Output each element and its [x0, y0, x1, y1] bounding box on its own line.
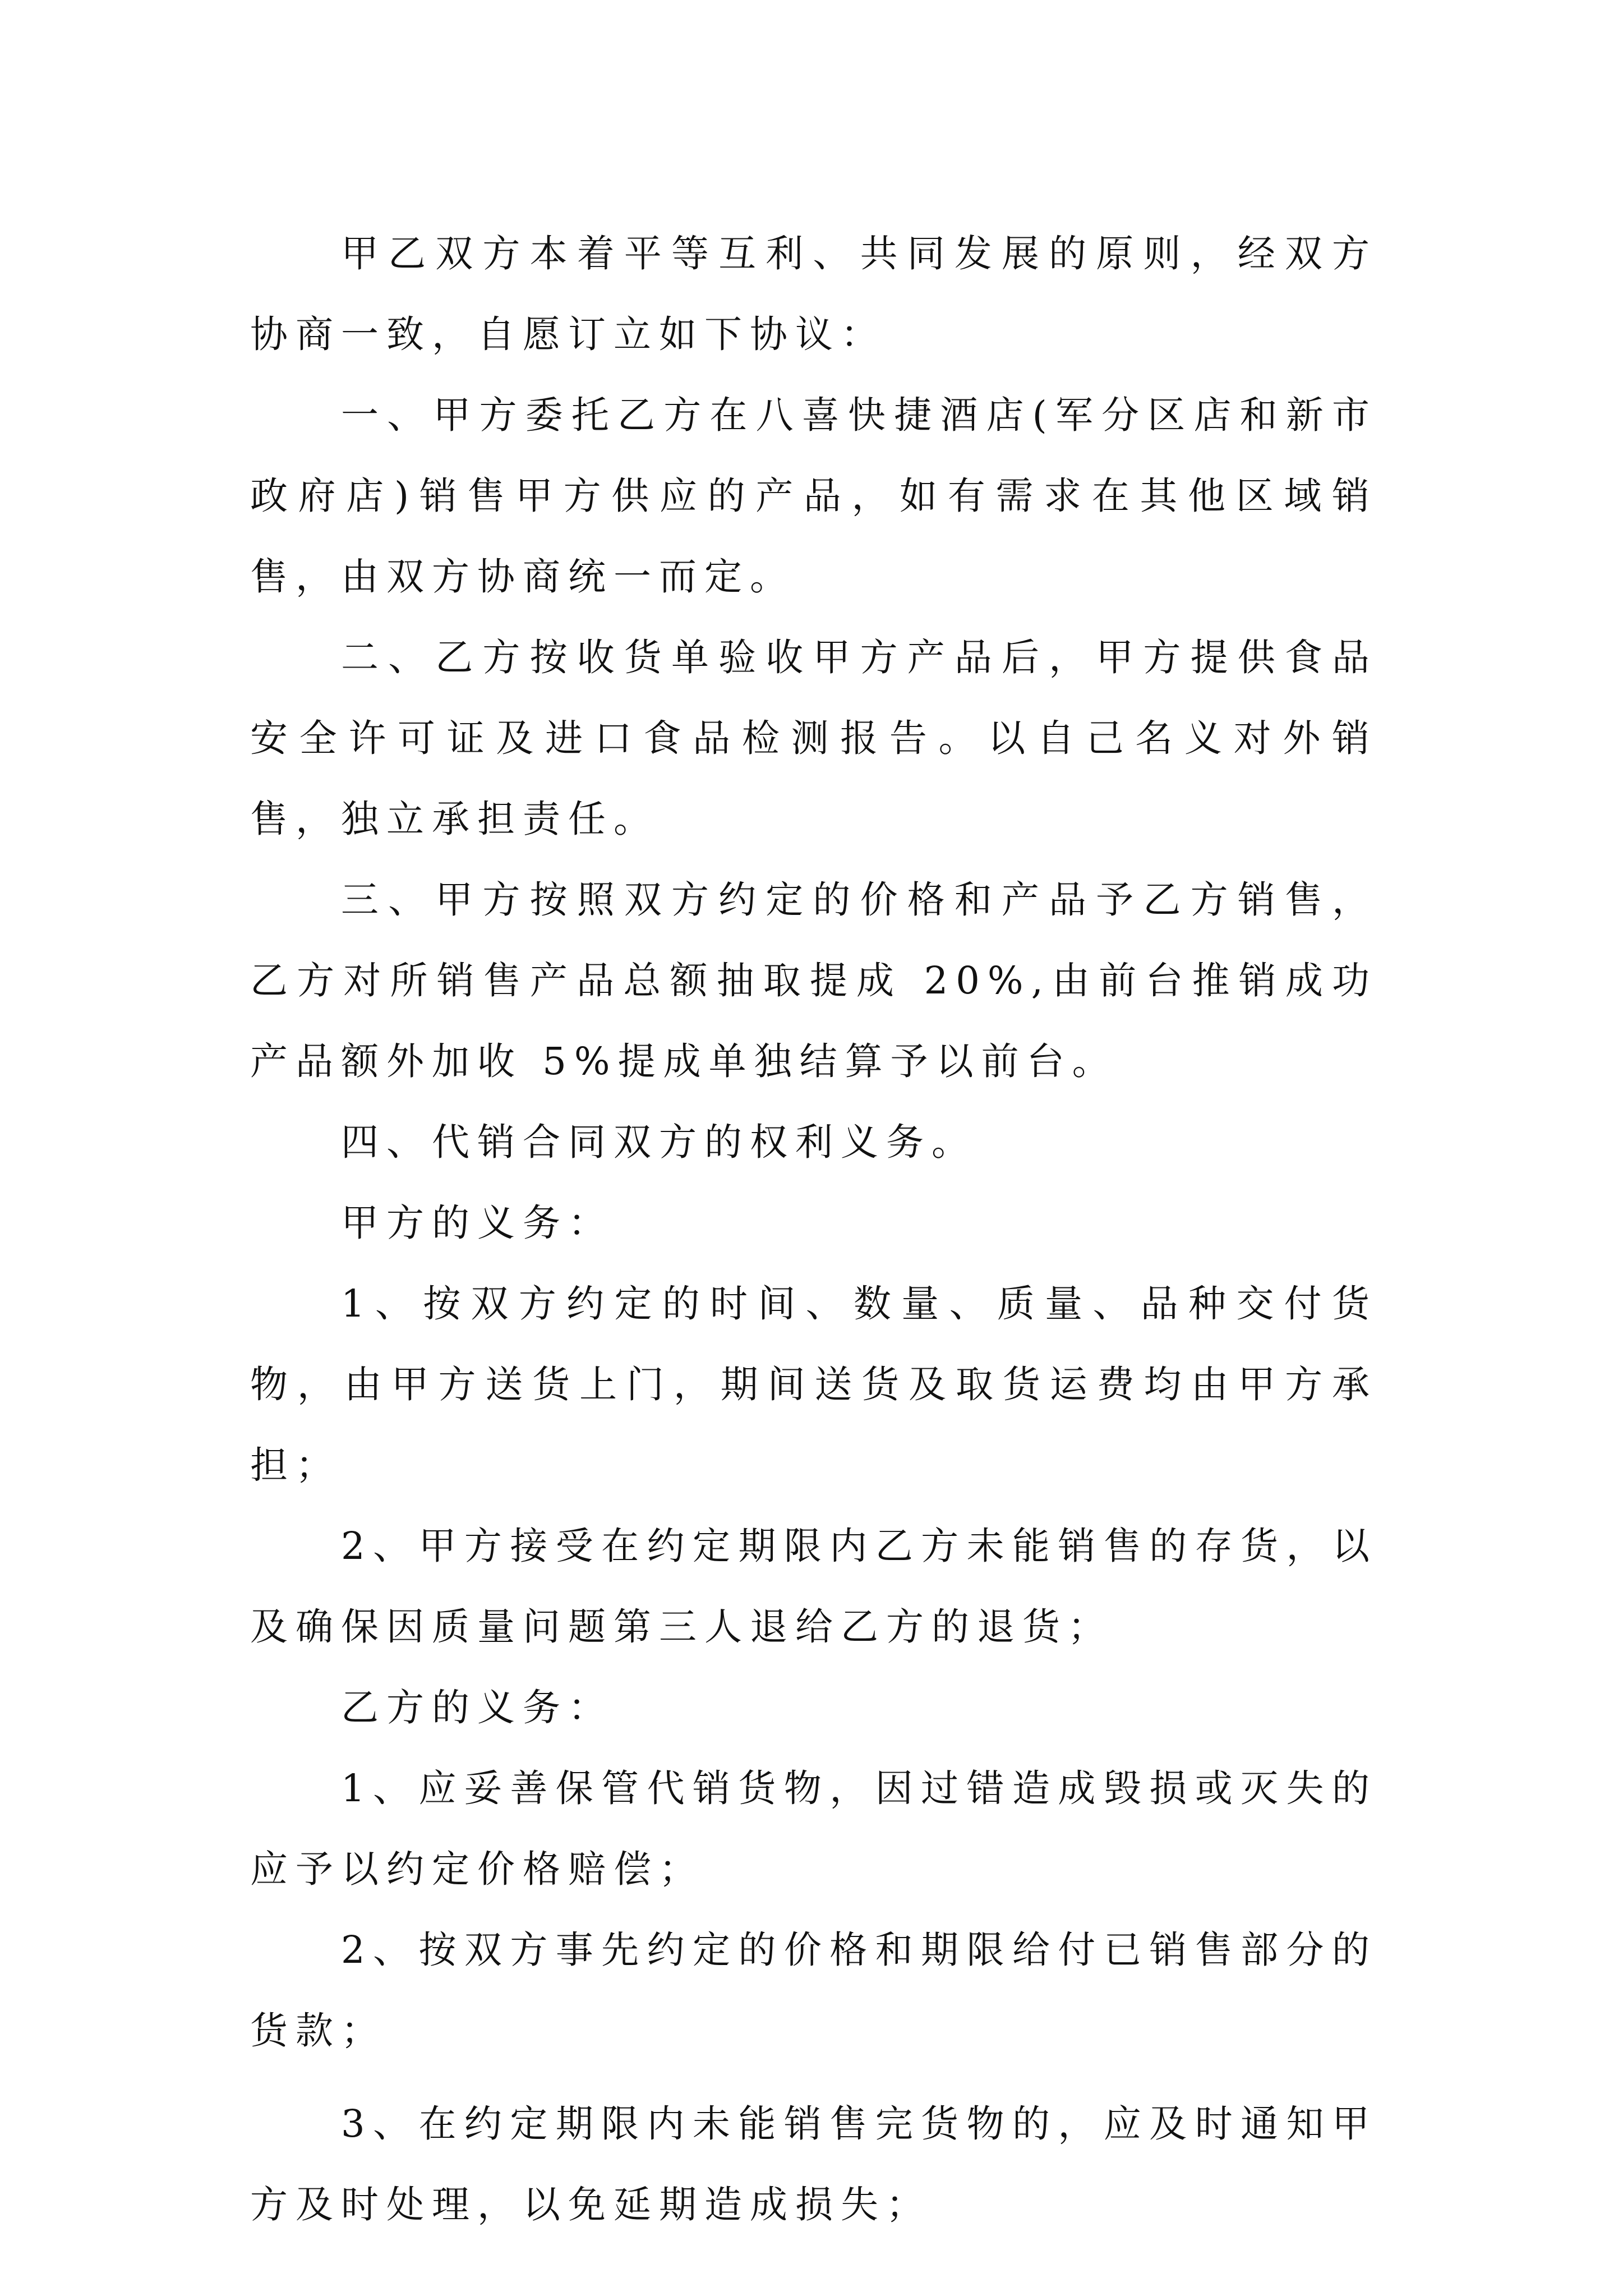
- party-b-duty-3: 3、在约定期限内未能销售完货物的，应及时通知甲方及时处理，以免延期造成损失；: [250, 2102, 1377, 2226]
- paragraph-clause-4: 四、代销合同双方的权利义务。: [341, 1120, 977, 1164]
- heading-party-b-duties: 乙方的义务：: [341, 1686, 614, 1729]
- paragraph-clause-1: 一、甲方委托乙方在八喜快捷酒店(军分区店和新市政府店)销售甲方供应的产品，如有需求在其他区域销售，由双方协商统一而定。: [250, 393, 1377, 599]
- paragraph-intro: 甲乙双方本着平等互利、共同发展的原则，经双方协商一致，自愿订立如下协议：: [250, 232, 1377, 356]
- party-a-duty-2: 2、甲方接受在约定期限内乙方未能销售的存货，以及确保因质量问题第三人退给乙方的退货；: [250, 1524, 1377, 1649]
- paragraph-clause-2: 二、乙方按收货单验收甲方产品后，甲方提供食品安全许可证及进口食品检测报告。以自己名义对外销售，独立承担责任。: [250, 636, 1377, 841]
- party-a-duty-1: 1、按双方约定的时间、数量、质量、品种交付货物，由甲方送货上门，期间送货及取货运费均由甲方承担；: [250, 1282, 1377, 1487]
- party-b-duty-1: 1、应妥善保管代销货物，因过错造成毁损或灭失的应予以约定价格赔偿；: [250, 1766, 1377, 1891]
- document-body: [250, 213, 1377, 2245]
- party-b-duty-2: 2、按双方事先约定的价格和期限给付已销售部分的货款；: [250, 1928, 1377, 2053]
- heading-party-a-duties: 甲方的义务：: [341, 1201, 614, 1245]
- paragraph-clause-3: 三、甲方按照双方约定的价格和产品予乙方销售，乙方对所销售产品总额抽取提成 20%,由前台推销成功产品额外加收 5%提成单独结算予以前台。: [250, 878, 1377, 1083]
